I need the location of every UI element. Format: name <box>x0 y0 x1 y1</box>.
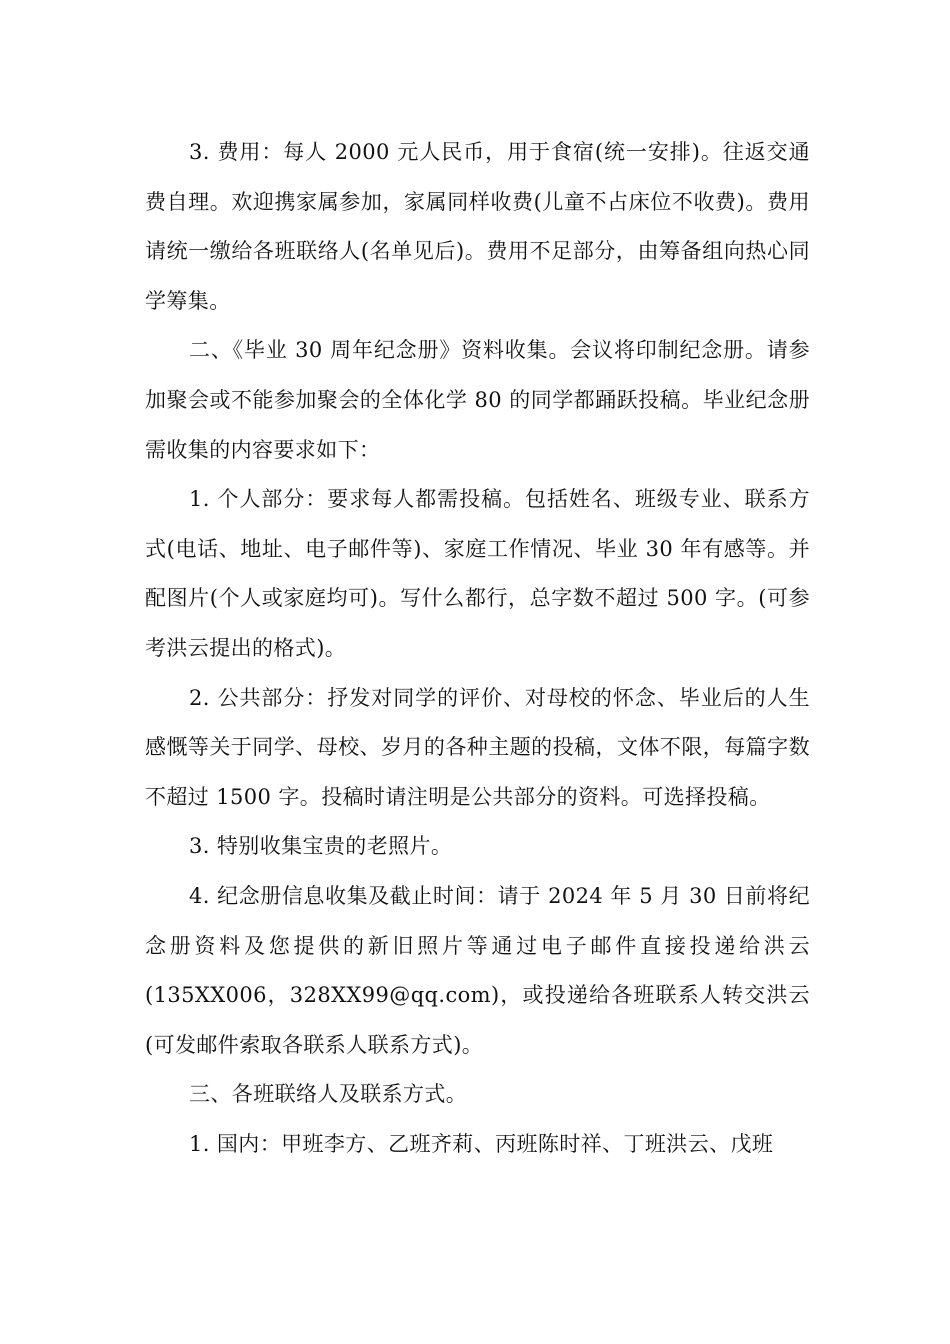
paragraph-contacts-heading: 三、各班联络人及联系方式。 <box>189 1082 468 1107</box>
paragraph-old-photos: 3. 特别收集宝贵的老照片。 <box>189 834 453 859</box>
paragraph-fees: 3. 费用：每人 2000 元人民币，用于食宿(统一安排)。往返交通费自理。欢迎携家属参加，家属同样收费(儿童不占床位不收费)。费用请统一缴给各班联络人(名单见后)。费用不足部分，由筹备组向热心同学筹集。 <box>145 140 810 313</box>
document-body <box>145 128 810 1169</box>
paragraph-personal-section: 1. 个人部分：要求每人都需投稿。包括姓名、班级专业、联系方式(电话、地址、电子邮件等)、家庭工作情况、毕业 30 年有感等。并配图片(个人或家庭均可)。写什么都行，总字数不超过 500 字。(可参考洪云提出的格式)。 <box>145 487 810 660</box>
paragraph-domestic-contacts: 1. 国内：甲班李方、乙班齐莉、丙班陈时祥、丁班洪云、戊班 <box>189 1131 774 1156</box>
paragraph-deadline: 4. 纪念册信息收集及截止时间：请于 2024 年 5 月 30 日前将纪念册资料及您提供的新旧照片等通过电子邮件直接投递给洪云(135XX006，328XX99@qq.com)，或投递给各班联系人转交洪云(可发邮件索取各联系人联系方式)。 <box>145 883 810 1057</box>
paragraph-public-section: 2. 公共部分：抒发对同学的评价、对母校的怀念、毕业后的人生感慨等关于同学、母校、岁月的各种主题的投稿，文体不限，每篇字数不超过 1500 字。投稿时请注明是公共部分的资料。可选择投稿。 <box>145 685 810 809</box>
paragraph-yearbook-collection: 二、《毕业 30 周年纪念册》资料收集。会议将印制纪念册。请参加聚会或不能参加聚会的全体化学 80 的同学都踊跃投稿。毕业纪念册需收集的内容要求如下： <box>145 338 810 462</box>
